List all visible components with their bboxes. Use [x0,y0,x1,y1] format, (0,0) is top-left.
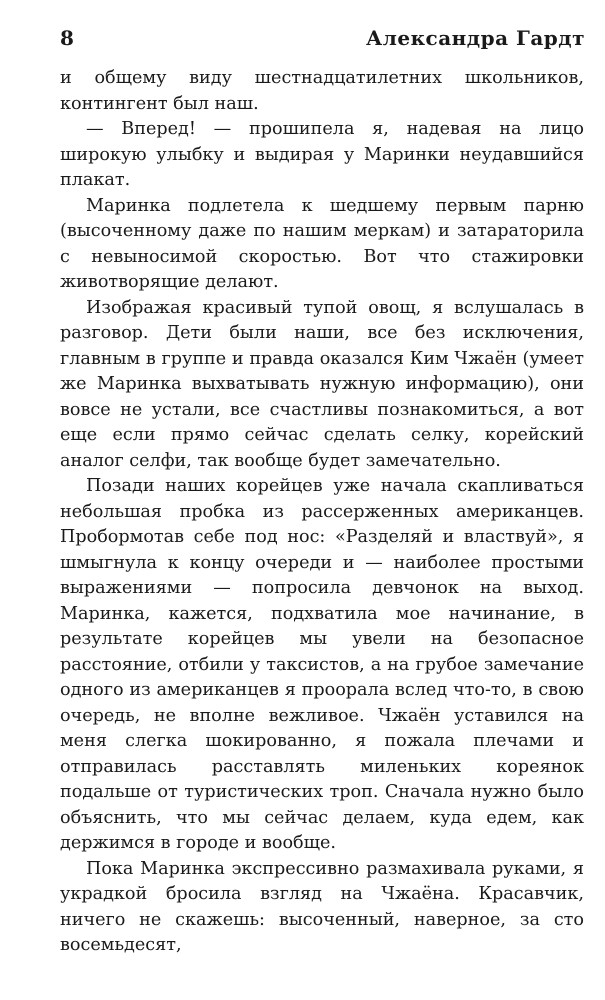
paragraph-4: Изображая красивый тупой овощ, я вслушалась в разговор. Дети были наши, все без исключения, главным в группе и правда оказался Ким Чжаён (умеет же Маринка выхватывать нужную информацию), они вовсе не устали, все счастливы познакомиться, а вот еще если прямо сейчас сделать селку, корейский аналог селфи, так вообще будет замечательно. [60,297,584,471]
page-text-body [60,66,584,959]
paragraph-5: Позади наших корейцев уже начала скапливаться небольшая пробка из рассерженных американцев. Пробормотав себе под нос: «Разделяй и властвуй», я шмыгнула к концу очереди и — наиболее простыми выражениями — попросила девчонок на выход. Маринка, кажется, подхватила мое начинание, в результате корейцев мы увели на безопасное расстояние, отбили у таксистов, а на грубое замечание одного из американцев я проорала вслед что-то, в свою очередь, не вполне вежливое. Чжаён уставился на меня слегка шокированно, я пожала плечами и отправилась расставлять миленьких кореянок подальше от туристических троп. Сначала нужно было объяснить, что мы сейчас делаем, куда едем, как держимся в городе и вообще. [60,476,584,853]
running-title-author: Александра Гардт [365,26,585,50]
paragraph-6: Пока Маринка экспрессивно размахивала руками, я украдкой бросила взгляд на Чжаёна. Красавчик, ничего не скажешь: высоченный, наверное, за сто восемьдесят, [60,858,584,955]
paragraph-2: — Вперед! — прошипела я, надевая на лицо широкую улыбку и выдирая у Маринки неудавшийся плакат. [60,119,584,190]
page-header [60,26,585,56]
paragraph-1: и общему виду шестнадцатилетних школьников, контингент был наш. [60,68,584,114]
page-number: 8 [60,26,74,50]
paragraph-3: Маринка подлетела к шедшему первым парню (высоченному даже по нашим меркам) и затараторила с невыносимой скоростью. Вот что стажировки животворящие делают. [60,195,584,292]
